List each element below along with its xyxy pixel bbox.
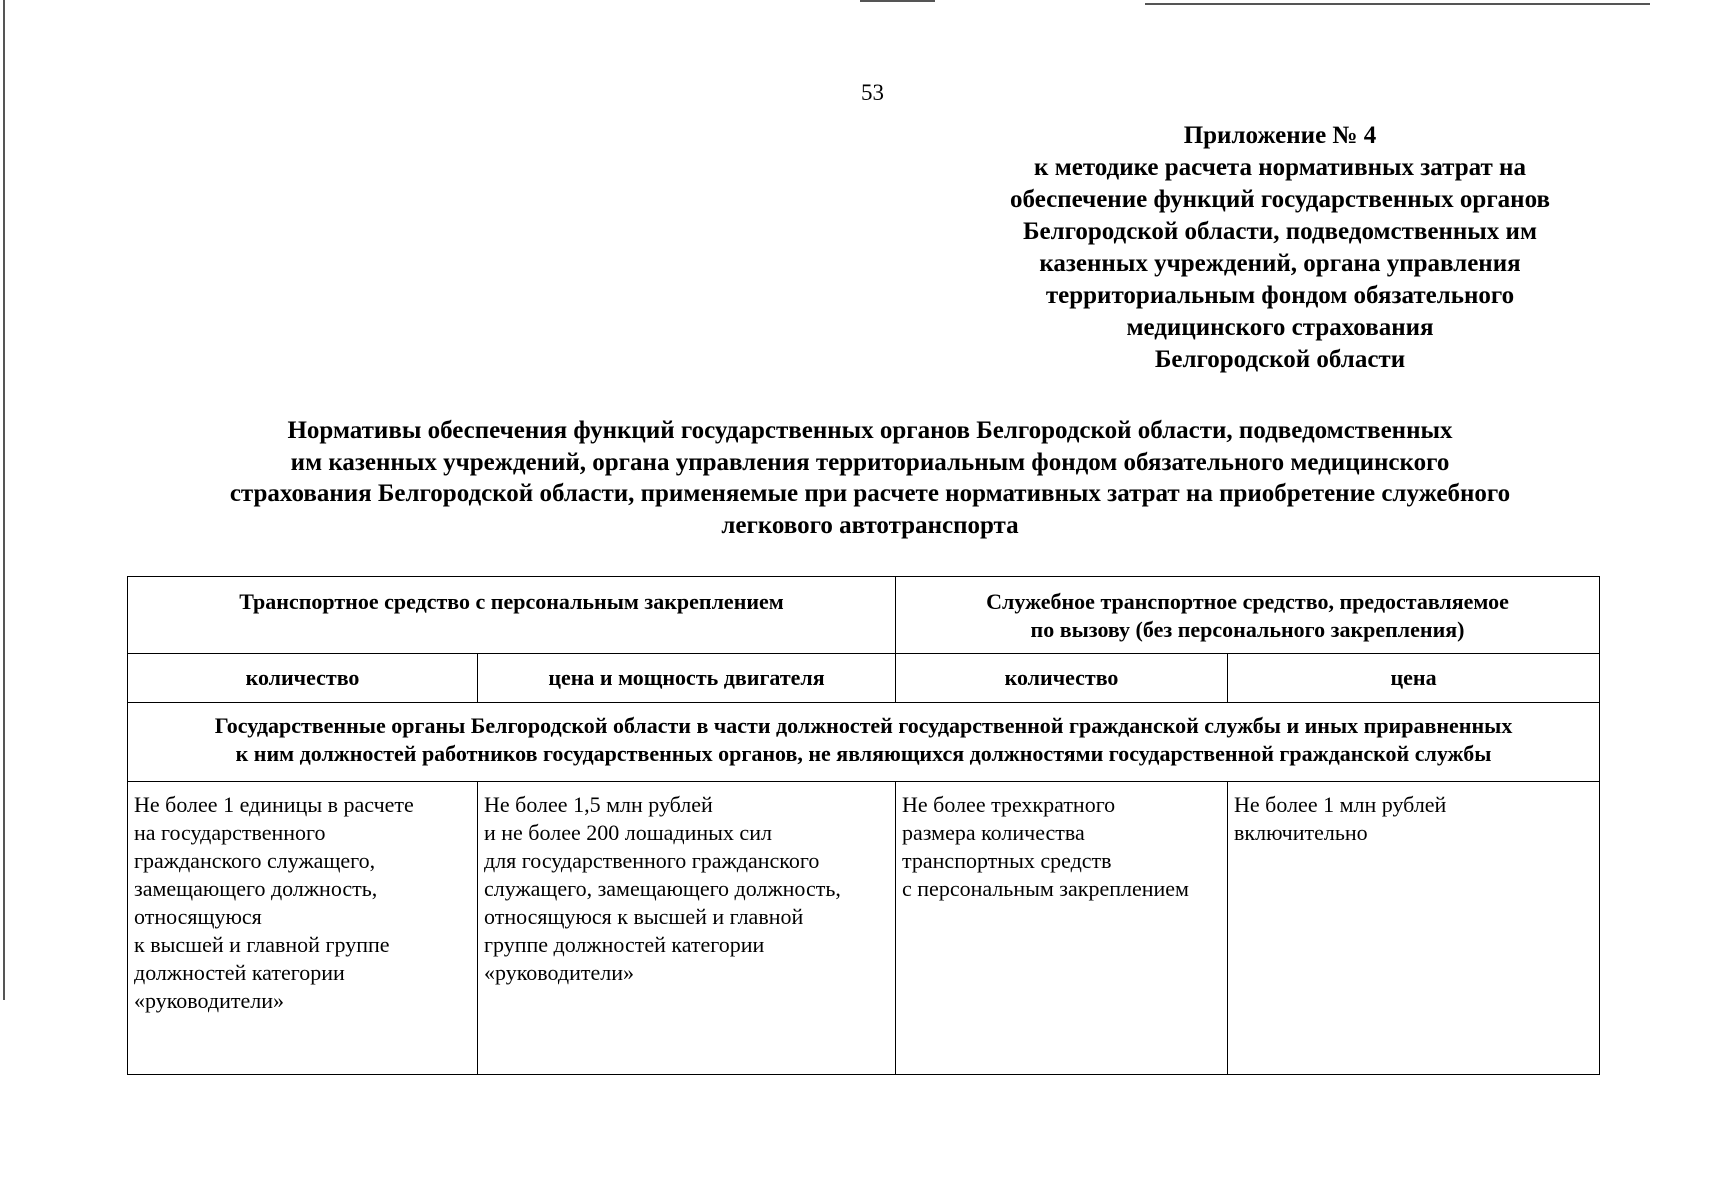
appendix-line: казенных учреждений, органа управления: [1039, 250, 1521, 277]
table-cell: [1228, 782, 1600, 1075]
column-header-price-power: [478, 654, 896, 703]
table-cell: [478, 782, 896, 1075]
norms-table: [127, 576, 1600, 1075]
appendix-line: территориальным фондом обязательного: [1045, 282, 1515, 309]
group-header-row: [128, 577, 1600, 654]
column-header-quantity-on-call: [896, 654, 1228, 703]
section-heading-text: [128, 703, 1599, 768]
appendix-line: Приложение № 4: [1183, 122, 1377, 149]
appendix-line: Белгородской области, подведомственных им: [1022, 218, 1537, 245]
appendix-header: [960, 120, 1600, 376]
group-header-label: Служебное транспортное средство, предоставляемое по вызову (без персонального закрепления): [986, 589, 1509, 642]
appendix-line: медицинского страхования: [1126, 314, 1434, 341]
scan-edge-top-a: [860, 0, 935, 2]
scan-edge-left: [3, 0, 5, 1000]
title-line: легкового автотранспорта: [721, 511, 1019, 539]
table-row: [128, 782, 1600, 1075]
scan-edge-top-b: [1145, 3, 1650, 5]
group-header-label: Транспортное средство с персональным закреплением: [239, 589, 784, 614]
column-header-label: количество: [245, 665, 360, 690]
title-line: им казенных учреждений, органа управления территориальным фондом обязательного медицинского: [290, 448, 1450, 476]
page-number: 53: [861, 80, 884, 105]
title-line: страхования Белгородской области, применяемые при расчете нормативных затрат на приобретение служебного: [229, 480, 1511, 507]
section-line: к ним должностей работников государственных органов, не являющихся должностями государственной гражданской службы: [235, 741, 1492, 766]
document-title: [125, 415, 1615, 541]
table-cell: [128, 782, 478, 1075]
section-heading: [128, 703, 1600, 782]
appendix-line: Белгородской области: [1154, 346, 1406, 373]
title-line: Нормативы обеспечения функций государственных органов Белгородской области, подведомственных: [287, 417, 1453, 444]
group-header-on-call: [896, 577, 1600, 654]
column-header-label: цена: [1390, 665, 1437, 690]
cell-text: Не более 1 единицы в расчете на государственного гражданского служащего, замещающего должность, относящуюся к высшей и главной группе должностей категории «руководители»: [134, 792, 414, 1013]
column-header-price: [1228, 654, 1600, 703]
group-header-personal: [128, 577, 896, 654]
section-row: [128, 703, 1600, 782]
appendix-line: к методике расчета нормативных затрат на: [1034, 154, 1526, 181]
column-header-label: цена и мощность двигателя: [548, 665, 825, 690]
cell-text: Не более 1,5 млн рублей и не более 200 лошадиных сил для государственного гражданского служащего, замещающего должность, относящуюся к высшей и главной группе должностей категории «руководители»: [484, 792, 841, 985]
section-line: Государственные органы Белгородской области в части должностей государственной гражданской службы и иных приравненных: [214, 713, 1513, 738]
cell-text: Не более 1 млн рублей включительно: [1234, 792, 1447, 845]
column-header-quantity: [128, 654, 478, 703]
column-header-label: количество: [1004, 665, 1119, 690]
table-cell: [896, 782, 1228, 1075]
appendix-line: обеспечение функций государственных органов: [1010, 186, 1550, 213]
column-header-row: [128, 654, 1600, 703]
cell-text: Не более трехкратного размера количества транспортных средств с персональным закреплением: [902, 792, 1189, 901]
